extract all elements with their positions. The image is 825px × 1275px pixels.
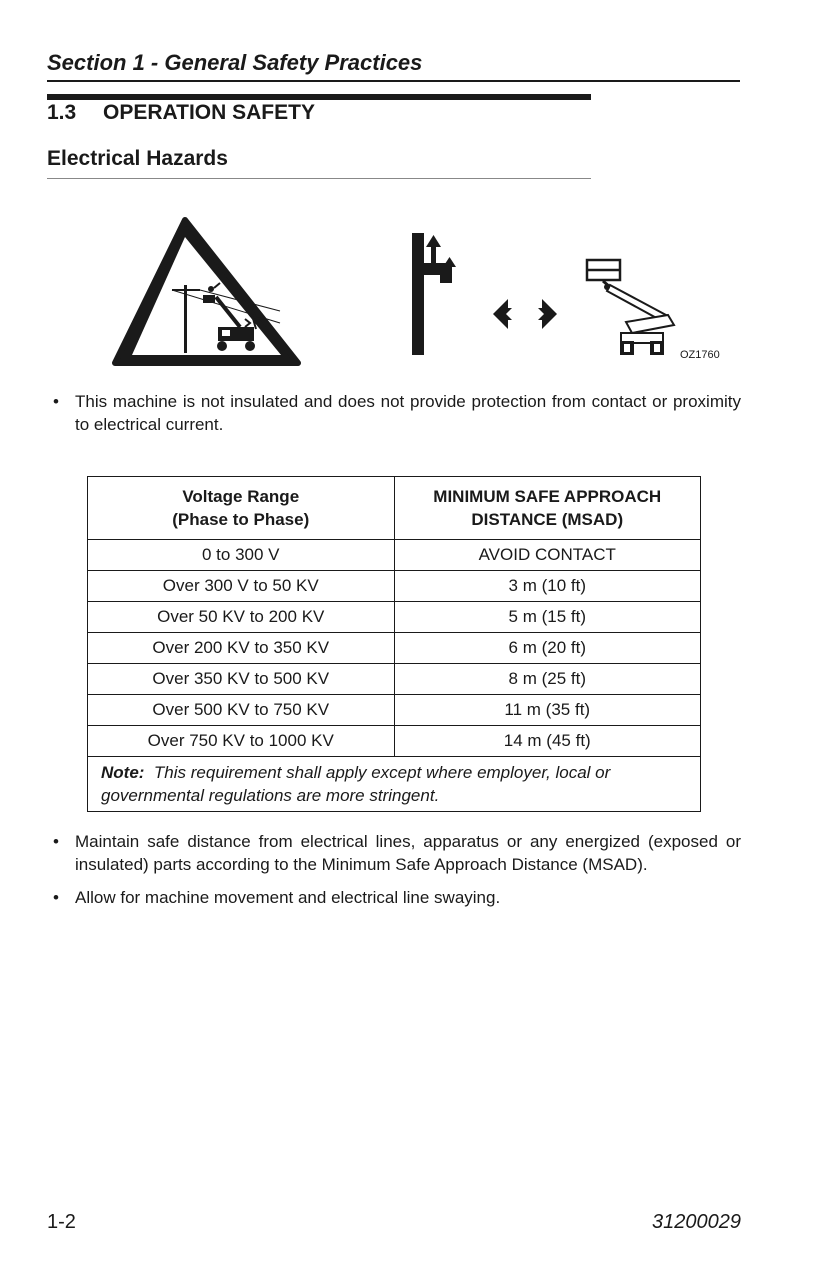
distance-cell: 8 m (25 ft) <box>394 664 701 695</box>
electrical-hazard-figure <box>110 215 740 375</box>
distance-cell: AVOID CONTACT <box>394 540 701 571</box>
table-row <box>88 571 701 602</box>
voltage-range-cell: 0 to 300 V <box>88 540 395 571</box>
section-title <box>47 101 315 125</box>
voltage-range-cell: Over 200 KV to 350 KV <box>88 633 395 664</box>
section-rule <box>47 94 591 100</box>
voltage-range-cell: Over 300 V to 50 KV <box>88 571 395 602</box>
page-number: 1-2 <box>47 1211 76 1233</box>
note-text: This requirement shall apply except where employer, local or governmental regulations are more stringent. <box>101 763 611 805</box>
bullet-maintain-distance: • Maintain safe distance from electrical lines, apparatus or any energized (exposed or insulated) parts according to the Minimum Safe Approach Distance (MSAD). <box>75 830 741 876</box>
distance-cell: 14 m (45 ft) <box>394 726 701 757</box>
power-line-icon <box>412 233 456 355</box>
bullet-insulation: • This machine is not insulated and does not provide protection from contact or proximity to electrical current. <box>75 390 741 436</box>
table-note-row <box>88 757 701 812</box>
voltage-range-cell: Over 500 KV to 750 KV <box>88 695 395 726</box>
header-voltage-range-line2: (Phase to Phase) <box>172 510 310 529</box>
header-voltage-range <box>88 477 395 540</box>
subsection-rule <box>47 178 591 179</box>
header-msad-line2: DISTANCE (MSAD) <box>471 510 624 529</box>
distance-cell: 5 m (15 ft) <box>394 602 701 633</box>
section-header: Section 1 - General Safety Practices <box>47 50 423 75</box>
distance-arrow-icon <box>493 299 557 329</box>
distance-cell: 11 m (35 ft) <box>394 695 701 726</box>
table-header-row <box>88 477 701 540</box>
voltage-range-cell: Over 750 KV to 1000 KV <box>88 726 395 757</box>
table-row <box>88 664 701 695</box>
figure-code: OZ1760 <box>680 349 720 361</box>
header-voltage-range-line1: Voltage Range <box>182 487 300 506</box>
msad-table <box>87 476 701 812</box>
header-msad <box>394 477 701 540</box>
header-msad-line1: MINIMUM SAFE APPROACH <box>433 487 662 506</box>
section-title-text: OPERATION SAFETY <box>103 101 315 124</box>
table-row <box>88 726 701 757</box>
table-row <box>88 540 701 571</box>
table-row <box>88 695 701 726</box>
table-row <box>88 602 701 633</box>
document-number: 31200029 <box>652 1211 741 1233</box>
bullet-allow-movement: • Allow for machine movement and electrical line swaying. <box>75 886 741 909</box>
note-label: Note: <box>101 763 145 782</box>
voltage-range-cell: Over 50 KV to 200 KV <box>88 602 395 633</box>
electrocution-warning-icon <box>115 220 298 363</box>
voltage-range-cell: Over 350 KV to 500 KV <box>88 664 395 695</box>
table-note <box>88 757 701 812</box>
header-rule <box>47 80 740 82</box>
distance-cell: 6 m (20 ft) <box>394 633 701 664</box>
distance-cell: 3 m (10 ft) <box>394 571 701 602</box>
boom-lift-icon <box>587 260 674 355</box>
table-row <box>88 633 701 664</box>
subsection-title: Electrical Hazards <box>47 147 228 170</box>
section-number: 1.3 <box>47 101 77 124</box>
